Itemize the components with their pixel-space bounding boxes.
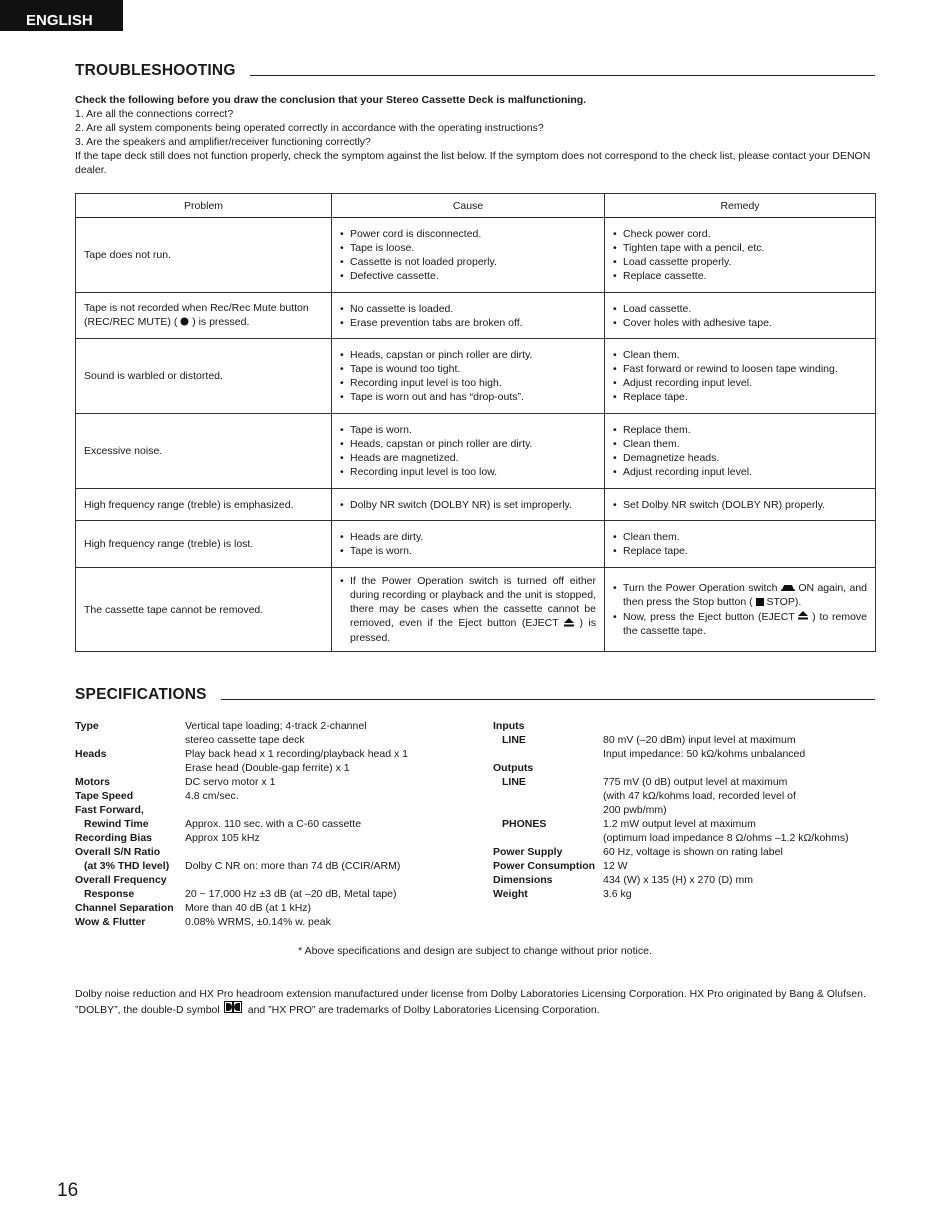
spec-value: (optimum load impedance 8 Ω/ohms –1.2 kΩ/kohms)	[603, 832, 849, 844]
spec-label: Overall Frequency	[75, 874, 167, 886]
spec-label: Overall S/N Ratio	[75, 846, 161, 858]
cause-item: • Tape is loose.	[340, 241, 596, 255]
remedy-item: • Clean them.	[613, 348, 867, 362]
spec-label	[493, 747, 603, 761]
spec-row	[75, 817, 408, 831]
problem-cell: The cassette tape cannot be removed.	[76, 568, 332, 652]
col-cause: Cause	[332, 194, 605, 218]
remedy-cell	[605, 568, 876, 652]
table-row	[76, 414, 876, 489]
record-dot-icon	[180, 316, 189, 330]
spec-label: Motors	[75, 776, 110, 788]
col-remedy: Remedy	[605, 194, 876, 218]
remedy-item: • Check power cord.	[613, 227, 867, 241]
spec-row	[75, 915, 408, 929]
closing-text: If the tape deck still does not function properly, check the symptom against the list below. If the symptom does not correspond to the check list, please contact your DENON dealer.	[75, 150, 871, 176]
remedy-item	[613, 581, 867, 609]
spec-row	[493, 859, 849, 873]
problem-cell: Excessive noise.	[76, 414, 332, 489]
spec-value: Vertical tape loading; 4-track 2-channel	[185, 720, 367, 732]
remedy-item: • Adjust recording input level.	[613, 465, 867, 479]
remedy-item: • Replace tape.	[613, 390, 867, 404]
remedy-item: • Cover holes with adhesive tape.	[613, 316, 867, 330]
remedy-cell	[605, 293, 876, 339]
spec-row	[75, 775, 408, 789]
title-rule	[221, 699, 875, 700]
eject-icon	[564, 617, 574, 631]
remedy-item: • Set Dolby NR switch (DOLBY NR) properly.	[613, 498, 867, 512]
remedy-cell	[605, 414, 876, 489]
remedy-text: Now, press the Eject button (EJECT	[623, 610, 799, 623]
spec-value: Approx 105 kHz	[185, 832, 260, 844]
spec-label: Rewind Time	[84, 818, 149, 830]
table-row	[76, 521, 876, 568]
remedy-cell	[605, 218, 876, 293]
spec-value: 20 ~ 17,000 Hz ±3 dB (at –20 dB, Metal tape)	[185, 888, 397, 900]
remedy-cell	[605, 521, 876, 568]
spec-value: 12 W	[603, 860, 628, 872]
remedy-item: • Replace tape.	[613, 544, 867, 558]
cause-item: • Dolby NR switch (DOLBY NR) is set improperly.	[340, 498, 596, 512]
remedy-cell	[605, 489, 876, 521]
spec-label	[493, 789, 603, 803]
spec-label: Recording Bias	[75, 832, 153, 844]
troubleshooting-table	[75, 193, 876, 652]
power-switch-icon	[781, 581, 795, 595]
spec-label	[75, 761, 185, 775]
table-row	[76, 339, 876, 414]
table-row	[76, 489, 876, 521]
spec-value: Play back head x 1 recording/playback head x 1	[185, 748, 408, 760]
check-heading: Check the following before you draw the conclusion that your Stereo Cassette Deck is malfunctioning.	[75, 94, 587, 106]
spec-row	[75, 873, 408, 887]
spec-value: DC servo motor x 1	[185, 776, 276, 788]
title-rule	[250, 75, 875, 76]
cause-text: ) is pressed.	[350, 617, 597, 644]
dolby-notice	[75, 987, 876, 1019]
spec-row	[75, 845, 408, 859]
problem-cell: Tape does not run.	[76, 218, 332, 293]
spec-left-column	[75, 719, 408, 929]
eject-icon	[798, 610, 808, 624]
remedy-item: • Fast forward or rewind to loosen tape winding.	[613, 362, 867, 376]
problem-cell	[76, 293, 332, 339]
remedy-item: • Replace them.	[613, 423, 867, 437]
spec-row	[493, 761, 849, 775]
spec-row	[75, 719, 408, 733]
spec-value: 4.8 cm/sec.	[185, 790, 239, 802]
spec-value: 1.2 mW output level at maximum	[603, 818, 756, 830]
remedy-item: • Load cassette properly.	[613, 255, 867, 269]
col-problem: Problem	[76, 194, 332, 218]
cause-cell	[332, 414, 605, 489]
spec-label: LINE	[502, 734, 526, 746]
spec-label: Channel Separation	[75, 902, 174, 914]
remedy-item: • Adjust recording input level.	[613, 376, 867, 390]
spec-right-column	[493, 719, 849, 901]
problem-text: ) is pressed.	[192, 316, 250, 329]
specifications-header	[75, 686, 875, 704]
spec-value: More than 40 dB (at 1 kHz)	[185, 902, 312, 914]
cause-item: • Tape is worn.	[340, 544, 596, 558]
spec-label	[493, 831, 603, 845]
spec-label: Response	[84, 888, 135, 900]
specifications-title: SPECIFICATIONS	[75, 686, 207, 703]
spec-label: PHONES	[502, 818, 547, 830]
spec-row	[75, 761, 408, 775]
spec-label: Fast Forward,	[75, 804, 144, 816]
spec-row	[493, 775, 849, 789]
spec-label: Tape Speed	[75, 790, 134, 802]
spec-row	[493, 747, 849, 761]
cause-item: • Heads, capstan or pinch roller are dirty.	[340, 437, 596, 451]
page-number: 16	[57, 1180, 79, 1201]
spec-label: Type	[75, 720, 99, 732]
spec-value: (with 47 kΩ/kohms load, recorded level of	[603, 790, 796, 802]
remedy-text: STOP).	[766, 596, 802, 609]
cause-item: • Defective cassette.	[340, 269, 596, 283]
spec-value: Approx. 110 sec. with a C-60 cassette	[185, 818, 362, 830]
spec-value: Erase head (Double-gap ferrite) x 1	[185, 762, 350, 774]
cause-cell	[332, 218, 605, 293]
cause-item: • No cassette is loaded.	[340, 302, 596, 316]
spec-row	[75, 901, 408, 915]
spec-row	[493, 817, 849, 831]
spec-label: LINE	[502, 776, 526, 788]
cause-item: • Heads, capstan or pinch roller are dirty.	[340, 348, 596, 362]
problem-cell: Sound is warbled or distorted.	[76, 339, 332, 414]
dolby-license-text: Dolby noise reduction and HX Pro headroom extension manufactured under license from Dolby Laboratories Licensing Corporation. HX Pro originated by Bang & Olufsen.	[75, 988, 866, 1000]
remedy-item	[613, 610, 867, 638]
spec-value: 80 mV (–20 dBm) input level at maximum	[603, 734, 796, 746]
remedy-item: • Load cassette.	[613, 302, 867, 316]
problem-cell: High frequency range (treble) is lost.	[76, 521, 332, 568]
remedy-cell	[605, 339, 876, 414]
spec-row	[493, 873, 849, 887]
cause-item	[340, 574, 596, 644]
spec-row	[493, 789, 849, 803]
spec-row	[75, 747, 408, 761]
cause-item: • Recording input level is too low.	[340, 465, 596, 479]
trademark-text: ”DOLBY”, the double-D symbol	[75, 1003, 220, 1016]
remedy-item: • Tighten tape with a pencil, etc.	[613, 241, 867, 255]
spec-label: Heads	[75, 748, 107, 760]
check-item: 3. Are the speakers and amplifier/receiver functioning correctly?	[75, 136, 371, 148]
spec-value: stereo cassette tape deck	[185, 734, 305, 746]
spec-value: 200 pwb/mm)	[603, 804, 667, 816]
spec-row	[75, 803, 408, 817]
spec-row	[493, 887, 849, 901]
cause-item: • Erase prevention tabs are broken off.	[340, 316, 596, 330]
spec-value: 775 mV (0 dB) output level at maximum	[603, 776, 788, 788]
cause-item: • Heads are magnetized.	[340, 451, 596, 465]
troubleshooting-title: TROUBLESHOOTING	[75, 62, 236, 79]
remedy-item: • Clean them.	[613, 437, 867, 451]
remedy-text: ) to remove the cassette tape.	[623, 610, 867, 637]
spec-value: 60 Hz, voltage is shown on rating label	[603, 846, 783, 858]
spec-row	[493, 845, 849, 859]
problem-cell: High frequency range (treble) is emphasized.	[76, 489, 332, 521]
remedy-item: • Clean them.	[613, 530, 867, 544]
spec-value: 434 (W) x 135 (H) x 270 (D) mm	[603, 874, 753, 886]
dolby-trademark-text	[75, 1001, 876, 1019]
cause-item: • Cassette is not loaded properly.	[340, 255, 596, 269]
problem-text: Tape is not recorded when Rec/Rec Mute button	[84, 302, 309, 315]
table-row	[76, 218, 876, 293]
remedy-item: • Replace cassette.	[613, 269, 867, 283]
spec-value: Input impedance: 50 kΩ/kohms unbalanced	[603, 748, 806, 760]
problem-text: (REC/REC MUTE) (	[84, 316, 178, 329]
trademark-text: and ”HX PRO” are trademarks of Dolby Laboratories Licensing Corporation.	[247, 1003, 600, 1016]
stop-square-icon	[756, 596, 764, 610]
table-row	[76, 293, 876, 339]
cause-item: • Power cord is disconnected.	[340, 227, 596, 241]
spec-value: 0.08% WRMS, ±0.14% w. peak	[185, 916, 331, 928]
spec-label: Dimensions	[493, 874, 553, 886]
troubleshooting-intro	[75, 93, 876, 177]
spec-row	[75, 859, 408, 873]
remedy-text: Turn the Power Operation switch	[623, 582, 781, 595]
spec-label: Wow & Flutter	[75, 916, 146, 928]
cause-cell	[332, 293, 605, 339]
spec-row	[75, 733, 408, 747]
cause-item: • Recording input level is too high.	[340, 376, 596, 390]
spec-label: Inputs	[493, 720, 525, 732]
spec-value: 3.6 kg	[603, 888, 632, 900]
dolby-double-d-icon	[224, 1001, 242, 1017]
remedy-item: • Demagnetize heads.	[613, 451, 867, 465]
table-row	[76, 568, 876, 652]
cause-cell	[332, 489, 605, 521]
spec-row	[75, 789, 408, 803]
spec-label: Outputs	[493, 762, 534, 774]
spec-label: Power Supply	[493, 846, 563, 858]
spec-label	[493, 803, 603, 817]
spec-row	[493, 803, 849, 817]
spec-note: * Above specifications and design are subject to change without prior notice.	[298, 945, 652, 957]
cause-text: If the Power Operation switch is turned off either during recording or playback and the unit is stopped, there may be cases when the cassette cannot be removed, even if the Eject button (EJECT	[350, 575, 596, 630]
cause-cell	[332, 521, 605, 568]
cause-cell	[332, 339, 605, 414]
spec-row	[493, 831, 849, 845]
spec-row	[493, 719, 849, 733]
spec-label	[75, 733, 185, 747]
spec-row	[75, 831, 408, 845]
cause-cell	[332, 568, 605, 652]
cause-item: • Tape is worn out and has “drop-outs”.	[340, 390, 596, 404]
cause-item: • Tape is worn.	[340, 423, 596, 437]
table-header-row	[76, 194, 876, 218]
spec-row	[75, 887, 408, 901]
language-tab: ENGLISH	[0, 0, 123, 31]
spec-value: Dolby C NR on: more than 74 dB (CCIR/ARM)	[185, 860, 401, 872]
cause-item: • Tape is wound too tight.	[340, 362, 596, 376]
remedy-text: ON again, and then press the Stop button (	[623, 582, 868, 609]
spec-label: Power Consumption	[493, 860, 596, 872]
spec-row	[493, 733, 849, 747]
check-item: 1. Are all the connections correct?	[75, 108, 234, 120]
cause-item: • Heads are dirty.	[340, 530, 596, 544]
check-item: 2. Are all system components being operated correctly in accordance with the operating instructions?	[75, 122, 544, 134]
spec-label: (at 3% THD level)	[84, 860, 170, 872]
spec-label: Weight	[493, 888, 528, 900]
troubleshooting-header	[75, 62, 875, 80]
